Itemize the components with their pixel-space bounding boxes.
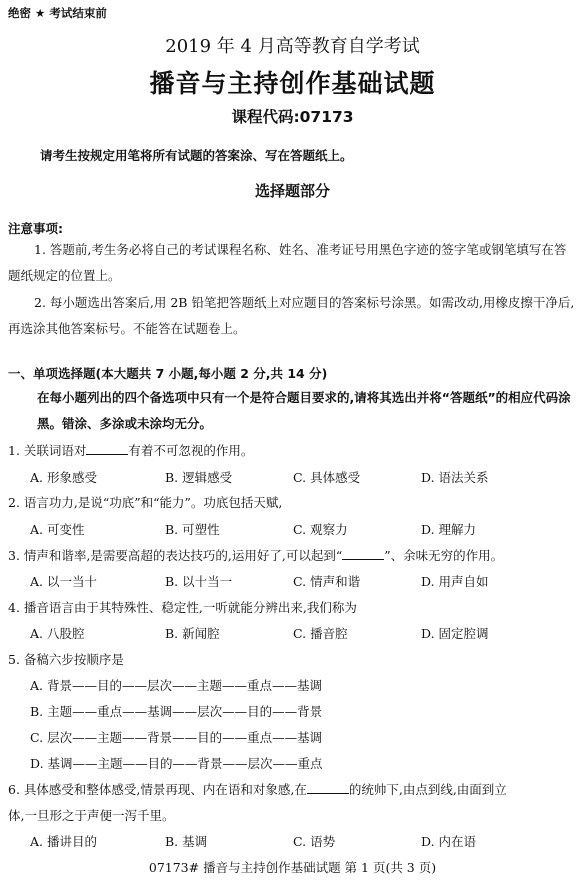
question-text: 的统帅下,由点到线,由面到立 [348,782,507,797]
course-code: 课程代码:07173 [231,108,354,126]
option: A. 背景——目的——层次——主题——重点——基调 [30,678,322,693]
part-heading: 一、单项选择题(本大题共 7 小题,每小题 2 分,共 14 分) [8,366,328,381]
question-text: ”、余味无穷的作用。 [384,548,504,563]
option: C. 语势 [293,834,336,849]
option: D. 内在语 [421,834,477,849]
option: C. 层次——主题——背景——目的——重点——基调 [30,730,323,745]
answer-blank [342,547,384,560]
question-stem [8,441,253,459]
exam-session-title: 2019 年 4 月高等教育自学考试 [165,36,420,57]
question-stem: 5. 备稿六步按顺序是 [8,652,124,667]
option: D. 基调——主题——目的——背景——层次——重点 [30,756,323,771]
option: C. 观察力 [293,522,348,537]
option: B. 逻辑感受 [165,470,233,485]
question-stem: 2. 语言功力,是说“功底”和“能力”。功底包括天赋, [8,495,283,510]
answer-blank [307,781,349,794]
option: B. 新闻腔 [165,626,220,641]
confidential-label: 绝密 ★ 考试结束前 [8,6,107,20]
answer-instruction: 请考生按规定用笔将所有试题的答案涂、写在答题纸上。 [40,148,353,163]
option: A. 播讲目的 [30,834,97,849]
section-title: 选择题部分 [254,182,330,200]
note-item: 2. 每小题选出答案后,用 2B 铅笔把答题纸上对应题目的答案标号涂黑。如需改动,用橡皮擦干净后,再选涂其他答案标号。不能答在试题卷上。 [8,295,575,336]
option: D. 用声自如 [421,574,489,589]
page-footer: 07173# 播音与主持创作基础试题 第 1 页(共 3 页) [148,860,437,875]
paper-title: 播音与主持创作基础试题 [149,69,436,98]
note-item: 1. 答题前,考生务必将自己的考试课程名称、姓名、准考证号用黑色字迹的签字笔或钢笔填写在答题纸规定的位置上。 [8,242,567,283]
part-description: 在每小题列出的四个备选项中只有一个是符合题目要求的,请将其选出并将“答题纸”的相应代码涂黑。错涂、多涂或未涂均无分。 [37,390,571,431]
question-stem: 4. 播音语言由于其特殊性、稳定性,一听就能分辨出来,我们称为 [8,600,357,615]
option: B. 可塑性 [165,522,220,537]
question-stem [8,546,503,564]
notes-title: 注意事项: [8,221,63,236]
option: D. 语法关系 [421,470,489,485]
option: B. 以十当一 [165,574,233,589]
question-text: 有着不可忽视的作用。 [128,443,254,458]
option: C. 具体感受 [293,470,361,485]
option: A. 以一当十 [30,574,97,589]
question-text: 1. 关联词语对 [8,443,87,458]
option: A. 八股腔 [30,626,85,641]
option: C. 情声和谐 [293,574,361,589]
question-text: 3. 情声和谐率,是需要高超的表达技巧的,运用好了,可以起到“ [8,548,343,563]
option: A. 形象感受 [30,470,97,485]
question-text: 6. 具体感受和整体感受,情景再现、内在语和对象感,在 [8,782,307,797]
question-stem [8,780,507,798]
option: D. 固定腔调 [421,626,489,641]
answer-blank [86,442,128,455]
option: B. 基调 [165,834,208,849]
option: B. 主题——重点——基调——层次——目的——背景 [30,704,323,719]
question-stem-continued: 体,一旦形之于声便一泻千里。 [8,808,175,823]
option: D. 理解力 [421,522,477,537]
option: A. 可变性 [30,522,85,537]
option: C. 播音腔 [293,626,348,641]
